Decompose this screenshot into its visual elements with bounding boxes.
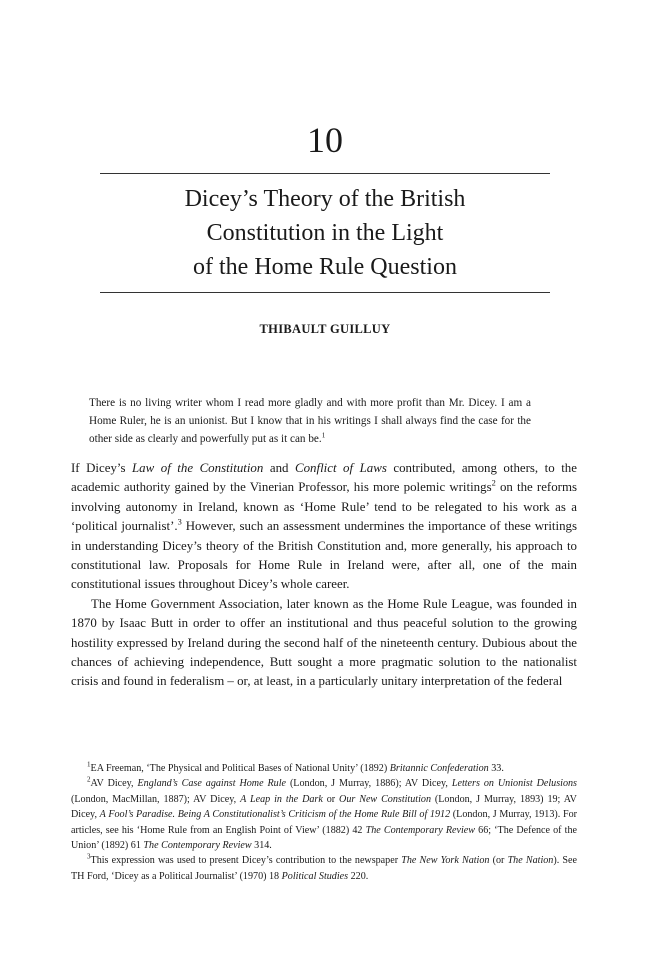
text-run: (London, J Murray, 1886); AV Dicey, [286,778,452,790]
chapter-title-line-2: Constitution in the Light [206,220,444,246]
italic-title: Conflict of Laws [295,461,387,475]
text-run: contributed, among others, to the academic authority gained by the Vinerian Professor, his more polemic writings [71,461,577,495]
text-run: on the reforms involving autonomy in Ireland, known as ‘Home Rule’ tend to be relegated to his work as a ‘political journalist’. [71,480,577,534]
epigraph-text: There is no living writer whom I read more gladly and with more profit than Mr. Dicey. I am a Home Ruler, he is an unionist. But I know that in his writings I shall always find the case for the other side as clearly and powerfully put as it can be. [89,397,531,445]
text-run: 314. [251,840,272,852]
text-run: If Dicey’s [71,461,133,475]
text-run: or [322,793,340,805]
body-paragraph-1 [71,459,577,595]
text-run: (London, J Murray, 1913). For articles, see his ‘Home Rule from an English Point of View’ (1882) 42 [71,809,577,836]
italic-title: Law of the Constitution [132,461,264,475]
italic-title: Political Studies [281,870,349,882]
chapter-number: 10 [307,120,343,160]
italic-title: The Nation [507,855,554,867]
footnotes [71,761,577,884]
footnote-3 [71,853,577,884]
footnote-number: 3 [87,853,91,862]
italic-title: The Contemporary Review [365,824,476,836]
epigraph [89,394,531,448]
text-run: However, such an assessment undermines the importance of these writings in understanding Dicey’s theory of the British Constitution and, more generally, his approach to constitutional law. Proposals for Home Rule in Ireland were, after all, one of the main constitutional issues throughout Dicey’s whole career. [71,519,577,592]
chapter-title-line-3: of the Home Rule Question [193,254,457,280]
author-name: THIBAULT GUILLUY [259,322,391,336]
footnote-1 [71,761,577,776]
italic-title: Our New Constitution [339,793,431,805]
chapter-title-line-1: Dicey’s Theory of the British [184,186,466,212]
italic-title: England’s Case against Home Rule [137,778,286,790]
title-rule-bottom [100,292,550,293]
text-run: This expression was used to present Dicey’s contribution to the newspaper [90,855,402,867]
text-run: (London, J Murray, 1893) 19; AV Dicey, [71,793,577,821]
italic-title: The Contemporary Review [143,840,252,852]
footnote-ref-2[interactable]: 2 [491,479,496,489]
text-run: 33. [488,763,504,774]
text-run: (or [489,855,508,867]
footnote-ref-3[interactable]: 3 [177,517,182,527]
body-paragraph-2: The Home Government Association, later known as the Home Rule League, was founded in 1870 by Isaac Butt in order to offer an institutional and thus peaceful solution to the growing hostility expressed by Ireland during the second half of the nineteenth century. Dubious about the chances of achieving independence, Butt sought a more pragmatic solution to the nationalist crisis and found in federalism – or, at least, in a particularly unitary interpretation of the federal [71,596,577,689]
footnote-number: 2 [87,776,91,785]
italic-title: Letters on Unionist Delusions [451,778,577,790]
footnote-number: 1 [87,760,91,769]
text-run: ). See TH Ford, ‘Dicey as a Political Journalist’ (1970) 18 [71,855,577,882]
italic-title: A Leap in the Dark [240,793,323,805]
text-run: (London, MacMillan, 1887); AV Dicey, [71,793,241,805]
italic-title: The New York Nation [401,855,490,867]
text-run: EA Freeman, ‘The Physical and Political Bases of National Unity’ (1892) [90,763,390,774]
italic-title: Britannic Confederation [389,763,489,774]
footnote-2 [71,776,577,853]
text-run: and [263,461,295,475]
epigraph-footnote-ref[interactable]: 1 [321,431,326,440]
text-run: 220. [348,870,369,882]
chapter-title [100,182,550,284]
body-text [71,459,577,692]
text-run: AV Dicey, [90,778,138,790]
text-run: 66; ‘The Defence of the Union’ (1892) 61 [71,824,577,852]
title-rule-top [100,173,550,174]
italic-title: A Fool’s Paradise. Being A Constitutionalist’s Criticism of the Home Rule Bill of 1912 [99,809,451,821]
